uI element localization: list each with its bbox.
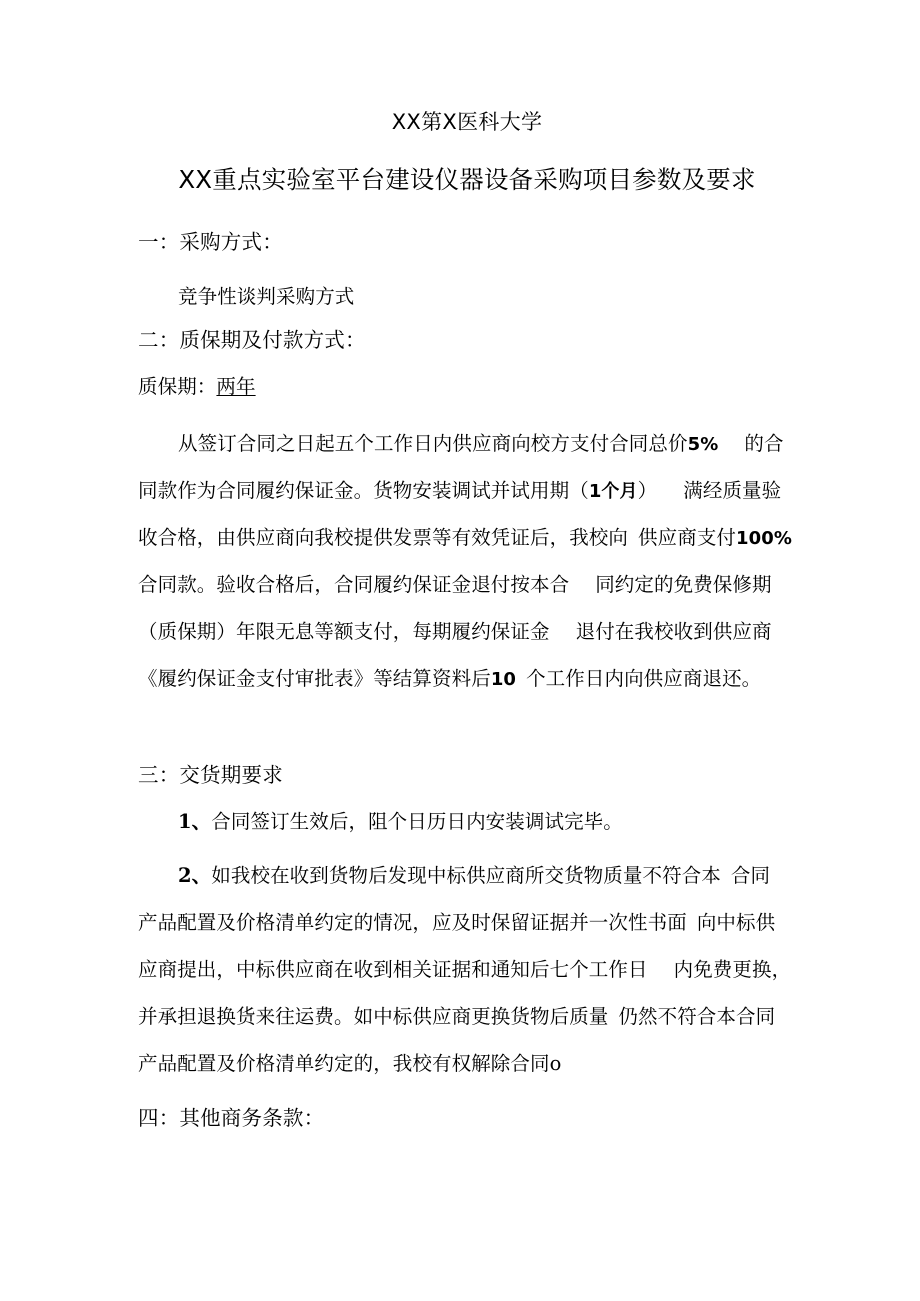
section-heading-two: 二：质保期及付款方式： [138, 328, 366, 352]
payment-paragraph-line-5 [138, 618, 796, 646]
warranty-period-value: 两年 [216, 375, 256, 398]
text-run: 同款作为合同履约保证金。货物安装调试并试用期（ [138, 479, 589, 502]
text-run: ） [637, 479, 658, 502]
text-run: 如我校在收到货物后发现中标供应商所交货物质量不符合本 [211, 864, 721, 887]
text-run: 同约定的免费保修期 [595, 573, 772, 596]
emphasis-number: 5% [687, 434, 719, 455]
page-title-organization: XX第X医科大学 [391, 110, 543, 134]
delivery-item-2-line-5 [138, 1050, 796, 1078]
text-run: 供应商支付 [638, 526, 737, 549]
text-run: 《履约保证金支付审批表》等结算资料后 [138, 667, 491, 690]
delivery-item-2-text-1 [211, 864, 770, 887]
text-run: 仍然不符合本合同 [618, 1005, 776, 1028]
page-title-subject: XX重点实验室平台建设仪器设备采购项目参数及要求 [178, 165, 756, 194]
section-heading-four: 四：其他商务条款： [138, 1106, 325, 1130]
payment-paragraph-line-4 [138, 571, 796, 599]
text-run: （质保期）年限无息等额支付，每期履约保证金 [138, 620, 550, 643]
text-run: 退付在我校收到供应商 [575, 620, 772, 643]
delivery-item-2-line-2 [138, 909, 796, 937]
delivery-item-2-line-1 [178, 862, 796, 890]
payment-paragraph-line-1 [178, 430, 796, 459]
delivery-item-2-marker: 2、 [178, 864, 212, 887]
text-run: 合同款。验收合格后，合同履约保证金退付按本合 [138, 573, 570, 596]
delivery-item-2-line-4 [138, 1003, 796, 1031]
warranty-period-line [138, 373, 796, 401]
text-run: 满经质量验 [683, 479, 782, 502]
delivery-item-1-line-1 [178, 808, 796, 836]
payment-paragraph-line-6 [138, 665, 796, 694]
emphasis-number: 100% [736, 528, 793, 549]
section-heading-three: 三：交货期要求 [138, 763, 283, 787]
text-run: 产品配置及价格清单约定的情况，应及时保留证据并一次性书面 [138, 911, 687, 934]
text-run: 个工作日内向供应商退还。 [526, 667, 762, 690]
delivery-item-2-line-3 [138, 956, 796, 984]
text-run: 内免费更换， [673, 958, 792, 981]
emphasis-number: 10 [490, 669, 517, 690]
text-run: 应商提出，中标供应商在收到相关证据和通知后七个工作日 [138, 958, 648, 981]
section-one-content: 竞争性谈判采购方式 [178, 285, 355, 308]
text-run: 并承担退换货来往运费。如中标供应商更换货物后质量 [138, 1005, 609, 1028]
document-body [138, 0, 796, 1301]
text-run: 收合格，由供应商向我校提供发票等有效凭证后，我校向 [138, 526, 629, 549]
warranty-period-label: 质保期： [138, 375, 217, 398]
text-run: 向中标供 [696, 911, 776, 934]
payment-paragraph-line-3 [138, 524, 796, 553]
text-run: 从签订合同之日起五个工作日内供应商向校方支付合同总价 [178, 432, 688, 455]
text-run: 合同 [730, 864, 771, 887]
text-run: 合同签订生效后，阻个日历日内安装调试完毕。 [211, 810, 623, 833]
payment-paragraph-line-2 [138, 477, 796, 506]
text-run: 的合 [744, 432, 784, 455]
emphasis-number: 1个月 [588, 481, 638, 502]
text-run: 产品配置及价格清单约定的，我校有权解除合同o [138, 1052, 562, 1075]
delivery-item-1-text [211, 810, 623, 833]
section-heading-one: 一：采购方式： [138, 230, 283, 254]
delivery-item-1-marker: 1、 [178, 810, 212, 833]
